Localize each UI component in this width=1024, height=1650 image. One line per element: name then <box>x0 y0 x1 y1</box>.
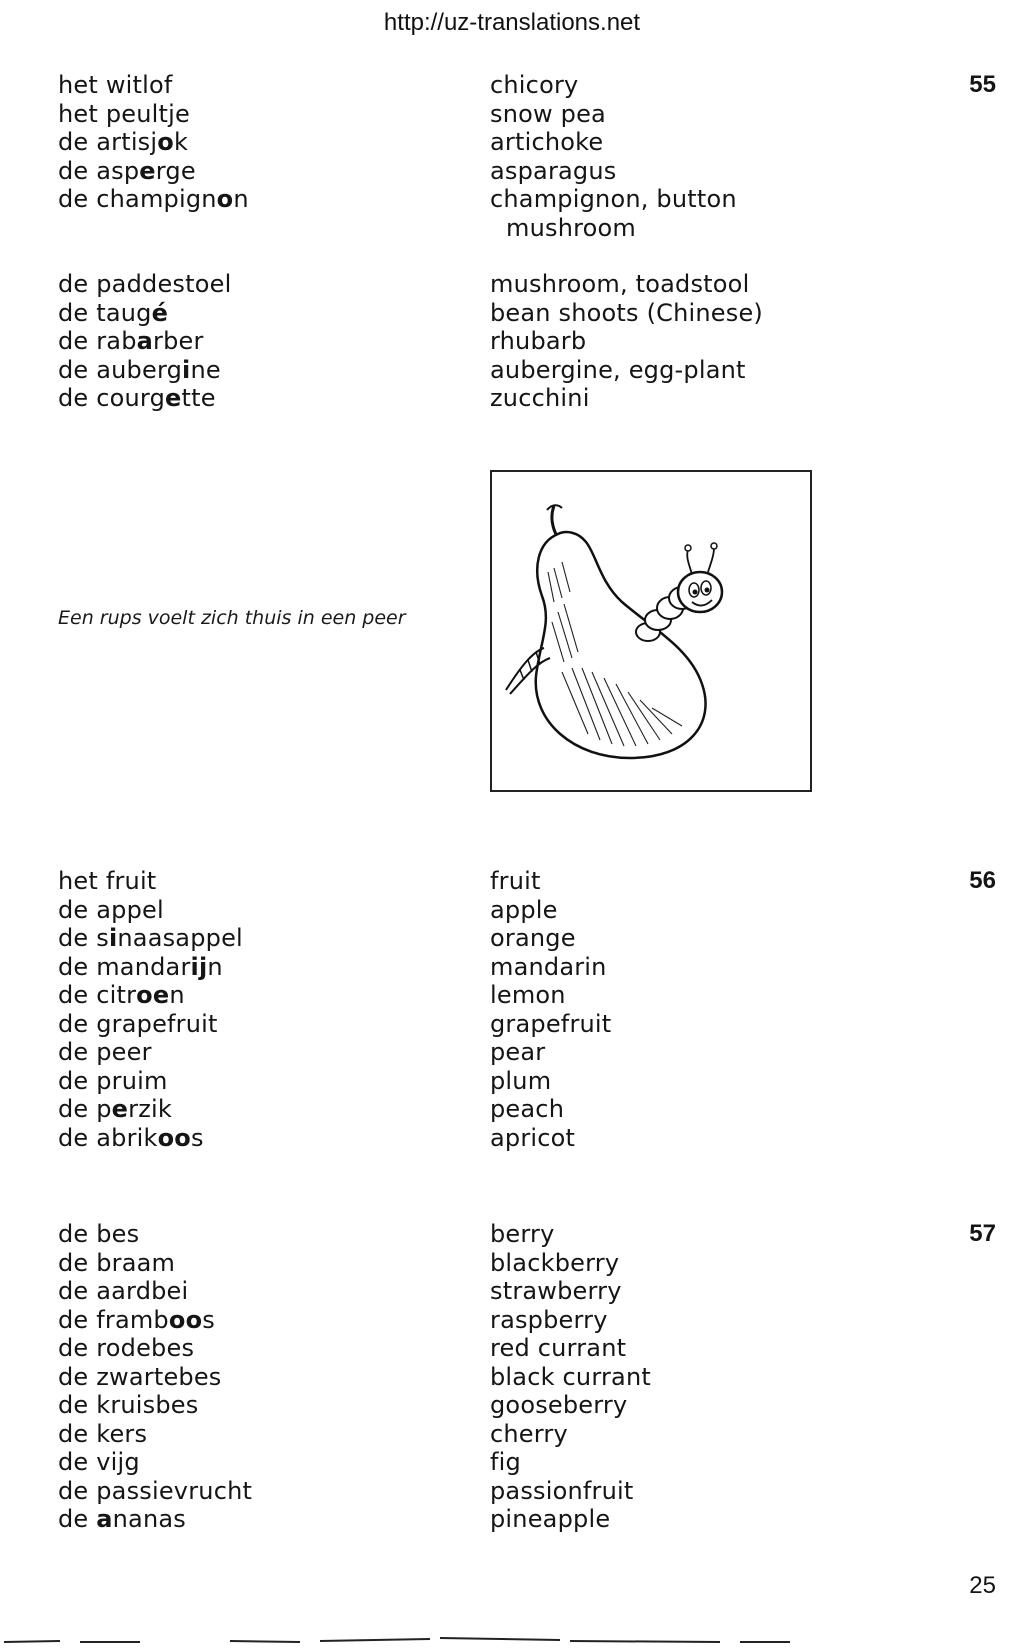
term-text: de paddestoel <box>58 270 232 298</box>
term-text: de peer <box>58 1038 152 1066</box>
english-translation: chicory <box>490 71 579 99</box>
dutch-term <box>58 157 249 186</box>
stressed-syllable: a <box>136 327 154 355</box>
english-translation: pear <box>490 1038 546 1066</box>
english-translation: snow pea <box>490 99 606 128</box>
row-spacer <box>58 214 249 243</box>
english-translation: champignon, button <box>490 185 737 213</box>
dutch-term <box>58 981 243 1010</box>
dutch-term <box>58 924 243 953</box>
pear-caterpillar-drawing <box>492 472 810 790</box>
term-text: de champign <box>58 185 217 213</box>
stressed-syllable: o <box>216 185 234 213</box>
term-text: k <box>173 128 189 156</box>
term-text: de s <box>58 924 109 952</box>
english-column <box>490 1220 651 1534</box>
dutch-term <box>58 1067 243 1096</box>
dutch-column <box>58 1220 252 1534</box>
english-translation: artichoke <box>490 128 604 156</box>
dutch-term <box>58 1277 252 1306</box>
english-translation: black currant <box>490 1362 651 1391</box>
dutch-term <box>58 100 249 129</box>
english-column <box>490 71 763 413</box>
term-text: s <box>191 1123 204 1152</box>
dutch-term <box>58 1420 252 1449</box>
dutch-term <box>58 1249 252 1278</box>
dutch-term <box>58 185 249 214</box>
term-text: naasappel <box>117 924 243 952</box>
term-text: de taug <box>58 298 152 327</box>
term-text: de bes <box>58 1220 140 1248</box>
dutch-term <box>58 1124 243 1153</box>
stressed-syllable: ij <box>190 952 208 981</box>
stressed-syllable: oe <box>136 981 170 1009</box>
stressed-syllable: é <box>151 298 169 327</box>
stressed-syllable: o <box>157 128 174 156</box>
stressed-syllable: e <box>139 156 156 185</box>
term-text: de rodebes <box>58 1334 195 1362</box>
english-translation: red currant <box>490 1334 627 1362</box>
term-text: de braam <box>58 1248 176 1277</box>
english-translation: strawberry <box>490 1277 622 1305</box>
dutch-term <box>58 1505 252 1534</box>
dutch-term <box>58 1038 243 1067</box>
english-translation: peach <box>490 1095 565 1123</box>
term-text: de abrik <box>58 1123 158 1152</box>
dutch-term <box>58 1448 252 1477</box>
english-translation: bean shoots (Chinese) <box>490 298 763 327</box>
term-text: de kers <box>58 1419 148 1448</box>
english-translation: orange <box>490 924 576 952</box>
dutch-term <box>58 384 249 413</box>
dutch-term <box>58 1010 243 1039</box>
english-translation: berry <box>490 1220 555 1248</box>
term-text: de p <box>58 1095 112 1123</box>
english-translation: blackberry <box>490 1248 620 1277</box>
english-translation: rhubarb <box>490 327 587 355</box>
dutch-term <box>58 953 243 982</box>
dutch-term <box>58 867 243 896</box>
section-number: 57 <box>969 1220 996 1247</box>
dutch-term <box>58 71 249 100</box>
english-translation: fig <box>490 1448 521 1476</box>
english-translation: gooseberry <box>490 1391 628 1419</box>
stressed-syllable: i <box>182 355 191 384</box>
term-text: de grapefruit <box>58 1009 218 1038</box>
term-text: de <box>58 1505 97 1533</box>
dutch-term <box>58 1391 252 1420</box>
caterpillar-pear-illustration <box>490 470 812 792</box>
term-text: rge <box>155 156 196 185</box>
dutch-term <box>58 299 249 328</box>
english-translation: aubergine, egg-plant <box>490 355 746 384</box>
dutch-term <box>58 1477 252 1506</box>
dutch-term <box>58 1363 252 1392</box>
english-translation: zucchini <box>490 384 590 412</box>
section-number: 56 <box>969 867 996 894</box>
stressed-syllable: e <box>111 1095 129 1123</box>
dutch-term <box>58 356 249 385</box>
dutch-column <box>58 71 249 413</box>
stressed-syllable: oo <box>157 1123 191 1152</box>
english-translation: pineapple <box>490 1505 611 1533</box>
source-url: http://uz-translations.net <box>383 9 641 36</box>
stressed-syllable: oo <box>168 1305 203 1334</box>
scan-edge-marks <box>0 1634 1024 1648</box>
term-text: de framb <box>58 1305 169 1334</box>
english-translation: lemon <box>490 981 566 1009</box>
term-text: rzik <box>128 1095 172 1123</box>
term-text: ne <box>190 355 221 384</box>
term-text: de mandar <box>58 952 191 981</box>
english-translation: apple <box>490 895 558 924</box>
term-text: de appel <box>58 895 164 924</box>
dutch-term <box>58 1306 252 1335</box>
english-translation: mandarin <box>490 952 607 981</box>
term-text: de zwartebes <box>58 1362 222 1391</box>
term-text: de passievrucht <box>58 1476 253 1505</box>
term-text: de rab <box>58 327 137 355</box>
english-translation: passionfruit <box>490 1476 634 1505</box>
page-number: 25 <box>969 1572 996 1599</box>
english-translation: mushroom, toadstool <box>490 270 750 298</box>
dutch-column <box>58 867 243 1152</box>
term-text: de courg <box>58 384 165 412</box>
dutch-term <box>58 1334 252 1363</box>
term-text: de citr <box>58 981 137 1009</box>
dutch-term <box>58 1220 252 1249</box>
dutch-term <box>58 1095 243 1124</box>
term-text: nanas <box>112 1505 186 1533</box>
english-translation: asparagus <box>490 156 617 185</box>
term-text: de vijg <box>58 1448 140 1476</box>
term-text: n <box>233 185 249 213</box>
section-number: 55 <box>969 71 996 98</box>
term-text: het witlof <box>58 71 173 99</box>
dutch-term <box>58 128 249 157</box>
dutch-term <box>58 270 249 299</box>
term-text: de auberg <box>58 355 183 384</box>
stressed-syllable: i <box>108 924 118 952</box>
english-translation: plum <box>490 1066 552 1095</box>
term-text: de pruim <box>58 1066 168 1095</box>
term-text: s <box>202 1305 215 1334</box>
term-text: de asp <box>58 156 140 185</box>
term-text: n <box>169 981 185 1009</box>
term-text: rber <box>153 327 204 355</box>
term-text: tte <box>181 384 216 412</box>
stressed-syllable: a <box>96 1505 113 1533</box>
english-translation: grapefruit <box>490 1009 612 1038</box>
english-translation-continued: mushroom <box>506 213 636 242</box>
english-translation: cherry <box>490 1419 568 1448</box>
term-text: het peultje <box>58 99 190 128</box>
english-column <box>490 867 611 1152</box>
english-translation: fruit <box>490 867 541 895</box>
term-text: de aardbei <box>58 1277 189 1305</box>
stressed-syllable: e <box>165 384 182 412</box>
illustration-caption: Een rups voelt zich thuis in een peer <box>58 607 406 629</box>
term-text: de kruisbes <box>58 1391 199 1419</box>
english-translation: apricot <box>490 1123 576 1152</box>
english-translation: raspberry <box>490 1305 608 1334</box>
term-text: n <box>207 952 223 981</box>
term-text: het fruit <box>58 867 157 895</box>
dutch-term <box>58 327 249 356</box>
term-text: de artisj <box>58 128 158 156</box>
dutch-term <box>58 896 243 925</box>
